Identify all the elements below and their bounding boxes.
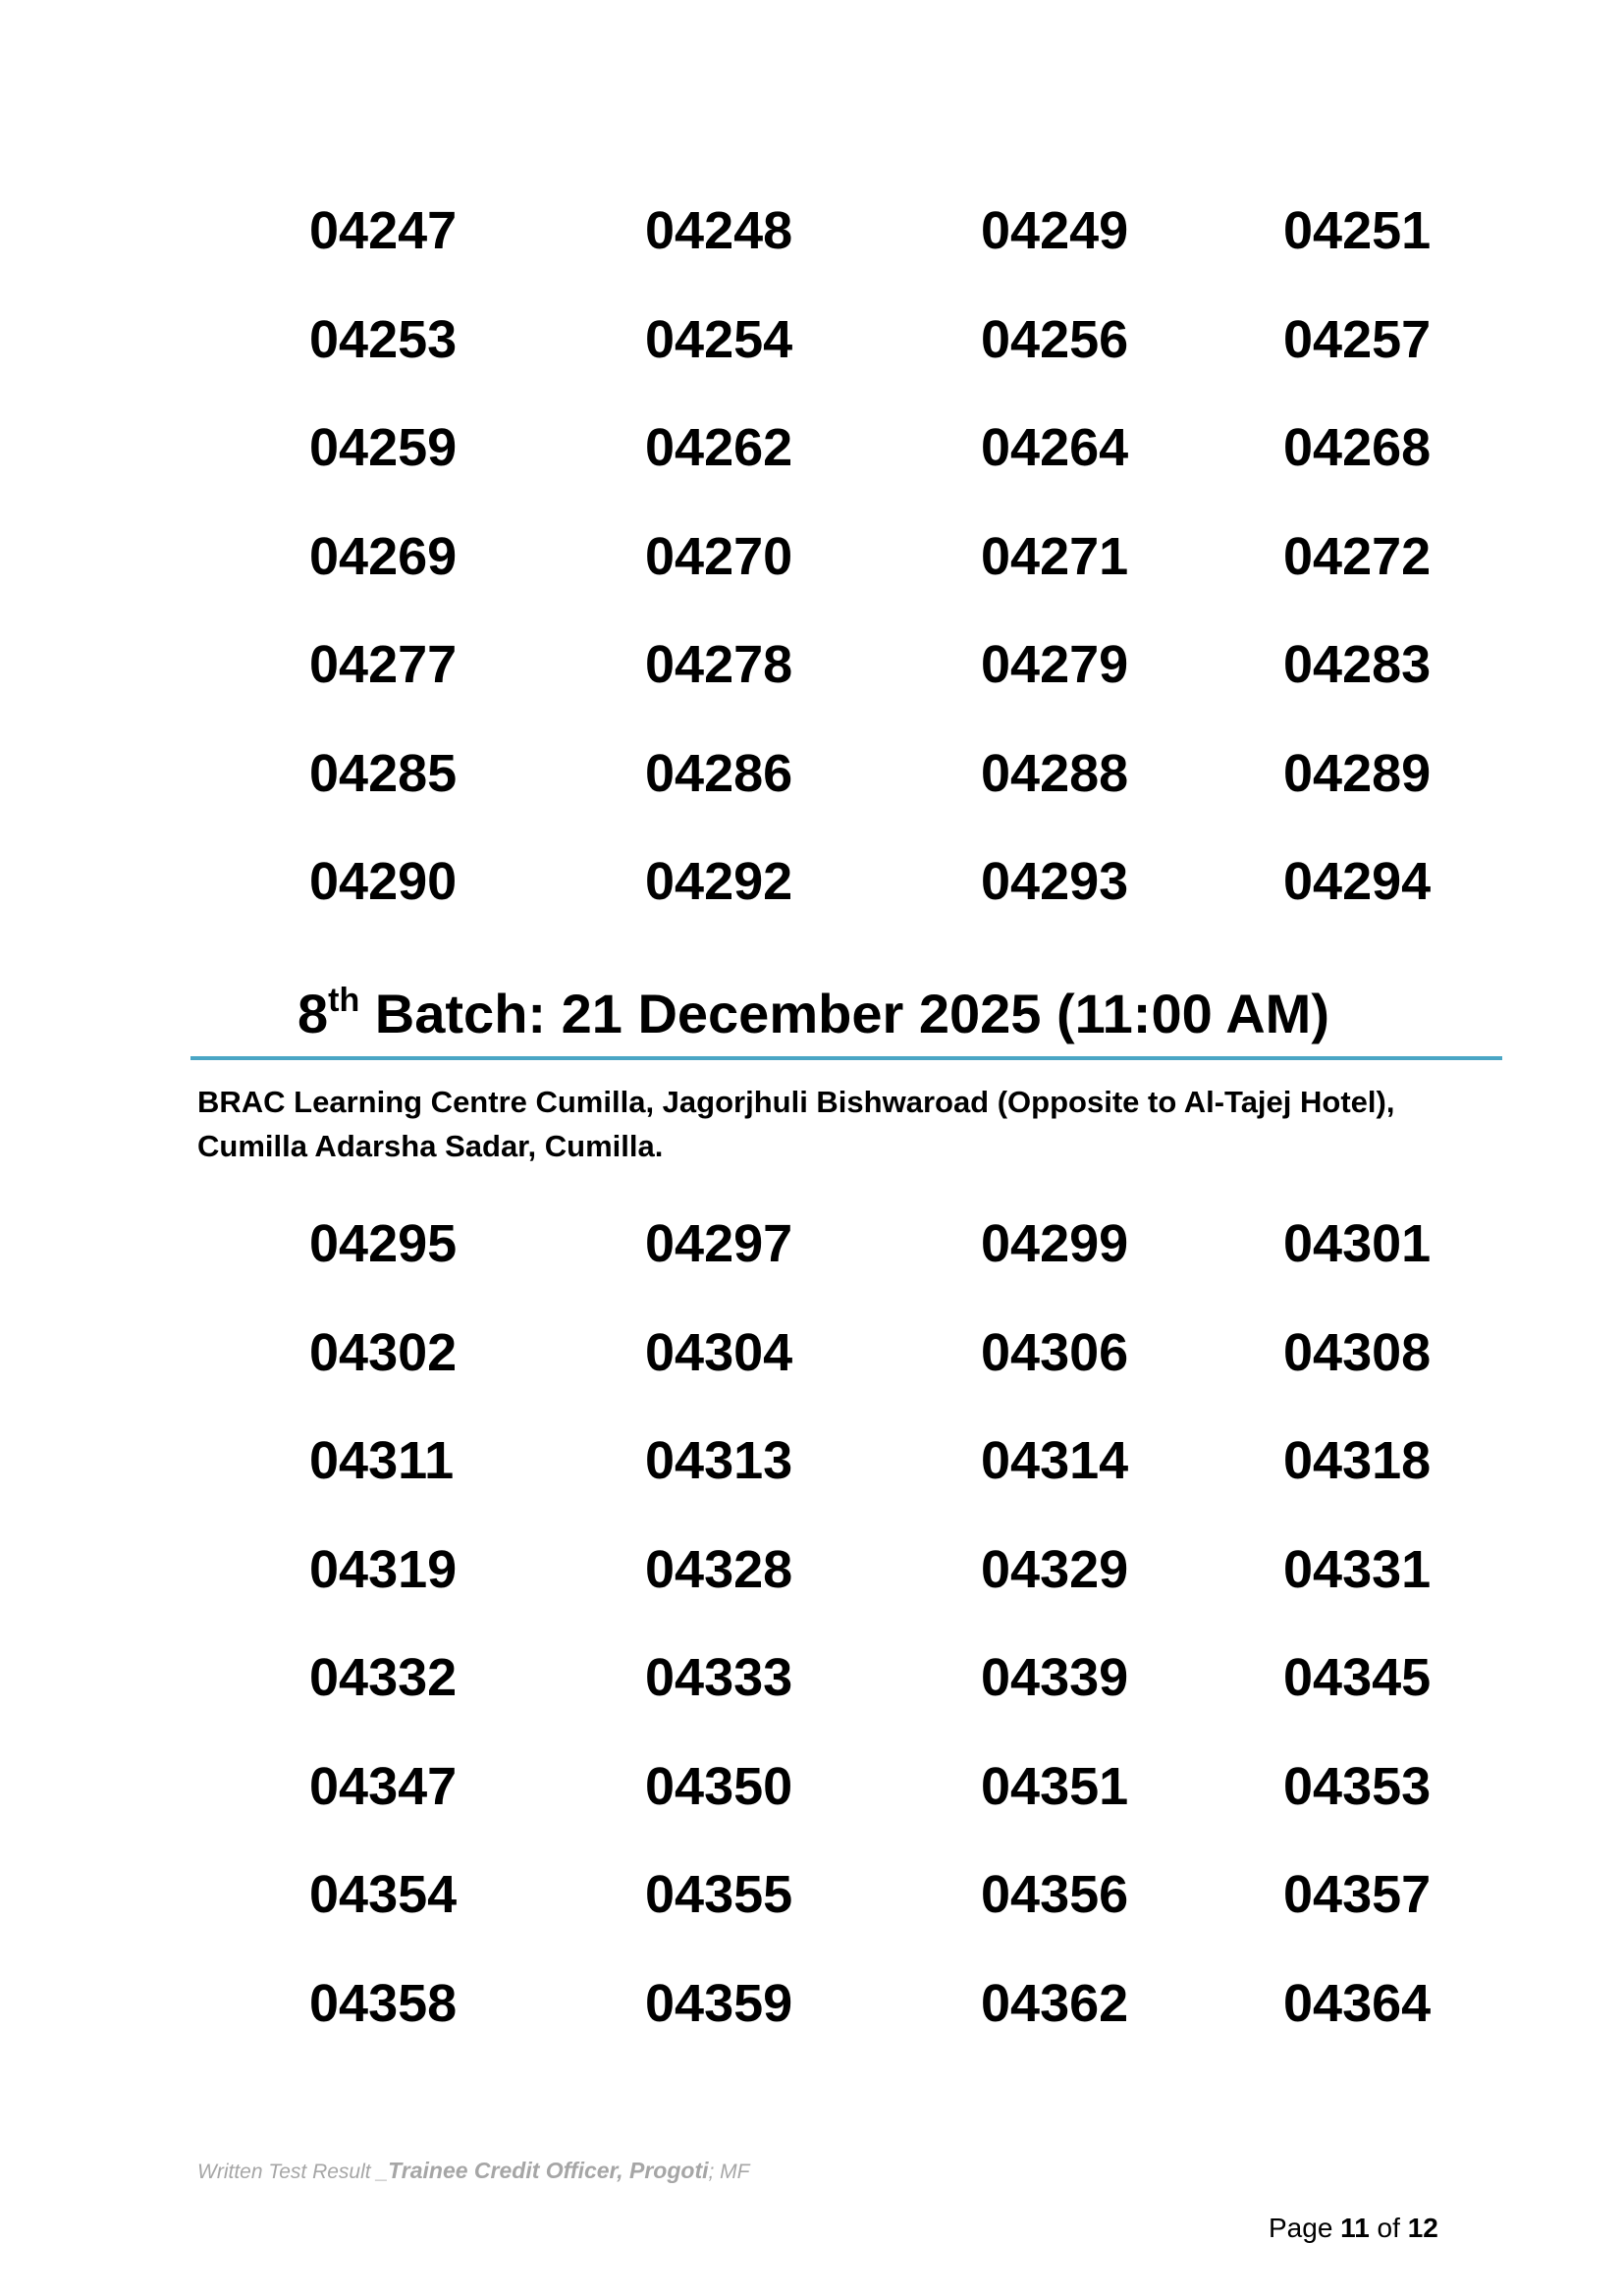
roll-number: 04299 (981, 1214, 1129, 1273)
roll-number: 04364 (1283, 1973, 1432, 2033)
roll-number: 04345 (1283, 1648, 1432, 1707)
batch-ordinal: 8 (298, 983, 329, 1044)
roll-number: 04314 (981, 1431, 1129, 1490)
footer-note-suffix: ; MF (708, 2161, 750, 2183)
roll-number-grid-1 (0, 177, 1624, 936)
roll-number: 04295 (309, 1214, 458, 1273)
roll-number: 04355 (645, 1865, 793, 1924)
page-total: 12 (1407, 2213, 1438, 2243)
page-label: Page (1269, 2213, 1341, 2243)
roll-number: 04332 (309, 1648, 458, 1707)
roll-number: 04301 (1283, 1214, 1432, 1273)
roll-number: 04286 (645, 743, 793, 803)
batch-heading (298, 980, 1329, 1048)
roll-number: 04283 (1283, 635, 1432, 694)
roll-number: 04359 (645, 1973, 793, 2033)
roll-number: 04356 (981, 1865, 1129, 1924)
page-number (1269, 2213, 1438, 2244)
roll-number: 04247 (309, 201, 458, 260)
roll-number: 04313 (645, 1431, 793, 1490)
roll-number: 04269 (309, 526, 458, 586)
page-current: 11 (1340, 2213, 1370, 2243)
roll-number: 04292 (645, 852, 793, 911)
roll-number: 04302 (309, 1322, 458, 1382)
roll-number: 04279 (981, 635, 1129, 694)
roll-number: 04353 (1283, 1756, 1432, 1816)
roll-number: 04248 (645, 201, 793, 260)
footer-note (197, 2158, 750, 2184)
roll-number: 04358 (309, 1973, 458, 2033)
footer-note-title: Trainee Credit Officer, Progoti (388, 2158, 709, 2183)
roll-number: 04253 (309, 309, 458, 369)
roll-number: 04271 (981, 526, 1129, 586)
roll-number: 04290 (309, 852, 458, 911)
roll-number: 04318 (1283, 1431, 1432, 1490)
roll-number: 04329 (981, 1539, 1129, 1599)
roll-number: 04288 (981, 743, 1129, 803)
roll-number: 04328 (645, 1539, 793, 1599)
roll-number: 04293 (981, 852, 1129, 911)
roll-number: 04294 (1283, 852, 1432, 911)
heading-divider (190, 1056, 1502, 1060)
page-of: of (1369, 2213, 1408, 2243)
roll-number: 04297 (645, 1214, 793, 1273)
roll-number: 04268 (1283, 418, 1432, 477)
roll-number: 04277 (309, 635, 458, 694)
roll-number: 04304 (645, 1322, 793, 1382)
batch-title: Batch: 21 December 2025 (11:00 AM) (359, 983, 1329, 1044)
roll-number: 04251 (1283, 201, 1432, 260)
roll-number: 04311 (309, 1431, 455, 1490)
roll-number: 04262 (645, 418, 793, 477)
roll-number: 04272 (1283, 526, 1432, 586)
roll-number: 04249 (981, 201, 1129, 260)
roll-number: 04319 (309, 1539, 458, 1599)
roll-number: 04350 (645, 1756, 793, 1816)
roll-number: 04354 (309, 1865, 458, 1924)
roll-number: 04333 (645, 1648, 793, 1707)
roll-number: 04308 (1283, 1322, 1432, 1382)
roll-number: 04264 (981, 418, 1129, 477)
roll-number: 04357 (1283, 1865, 1432, 1924)
roll-number: 04331 (1283, 1539, 1432, 1599)
roll-number: 04259 (309, 418, 458, 477)
roll-number: 04270 (645, 526, 793, 586)
roll-number: 04347 (309, 1756, 458, 1816)
roll-number: 04339 (981, 1648, 1129, 1707)
roll-number: 04278 (645, 635, 793, 694)
roll-number: 04257 (1283, 309, 1432, 369)
roll-number: 04285 (309, 743, 458, 803)
roll-number: 04256 (981, 309, 1129, 369)
roll-number-grid-2 (0, 1190, 1624, 2057)
venue-address: BRAC Learning Centre Cumilla, Jagorjhuli Bishwaroad (Opposite to Al-Tajej Hotel), Cumilla Adarsha Sadar, Cumilla. (197, 1085, 1395, 1163)
footer-note-prefix: Written Test Result _ (197, 2161, 389, 2183)
batch-ordinal-suffix: th (328, 982, 360, 1019)
roll-number: 04289 (1283, 743, 1432, 803)
roll-number: 04362 (981, 1973, 1129, 2033)
roll-number: 04254 (645, 309, 793, 369)
roll-number: 04351 (981, 1756, 1129, 1816)
roll-number: 04306 (981, 1322, 1129, 1382)
